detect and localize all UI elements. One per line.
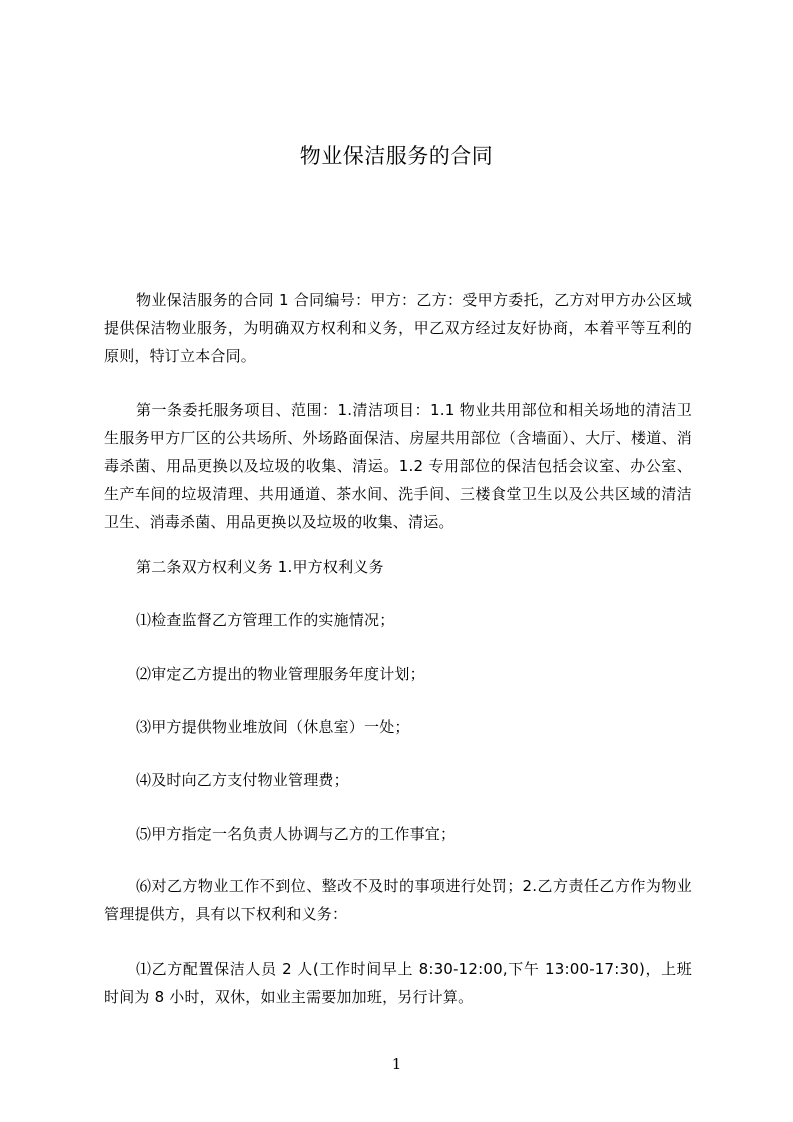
paragraph-intro: 物业保洁服务的合同 1 合同编号：甲方：乙方：受甲方委托，乙方对甲方办公区域提供保洁物业服务，为明确双方权利和义务，甲乙双方经过友好协商，本着平等互利的原则，特订立本合同。 <box>104 291 692 365</box>
paragraph-staffing: ⑴乙方配置保洁人员 2 人(工作时间早上 8:30-12:00,下午 13:00-17:30)，上班时间为 8 小时，双休，如业主需要加加班，另行计算。 <box>104 960 692 1006</box>
paragraph-item-2: ⑵审定乙方提出的物业管理服务年度计划； <box>136 665 425 683</box>
paragraph-item-3: ⑶甲方提供物业堆放间（休息室）一处； <box>136 718 410 736</box>
page-number: 1 <box>391 1055 402 1073</box>
paragraph-article-1: 第一条委托服务项目、范围：1.清洁项目：1.1 物业共用部位和相关场地的清洁卫生服务甲方厂区的公共场所、外场路面保洁、房屋共用部位（含墙面）、大厅、楼道、消毒杀菌、用品更换以及垃圾的收集、清运。1.2 专用部位的保洁包括会议室、办公室、生产车间的垃圾清理、共用通道、茶水间、洗手间、三楼食堂卫生以及公共区域的清洁卫生、消毒杀菌、用品更换以及垃圾的收集、清运。 <box>104 401 692 531</box>
paragraph-item-5: ⑸甲方指定一名负责人协调与乙方的工作事宜； <box>136 825 456 843</box>
paragraph-item-4: ⑷及时向乙方支付物业管理费； <box>136 771 349 789</box>
paragraph-article-2-heading: 第二条双方权利义务 1.甲方权利义务 <box>136 558 384 576</box>
paragraph-item-6: ⑹对乙方物业工作不到位、整改不及时的事项进行处罚；2.乙方责任乙方作为物业管理提供方，具有以下权利和义务： <box>104 877 692 923</box>
paragraph-item-1: ⑴检查监督乙方管理工作的实施情况； <box>136 611 395 629</box>
document-title: 物业保洁服务的合同 <box>299 144 494 168</box>
